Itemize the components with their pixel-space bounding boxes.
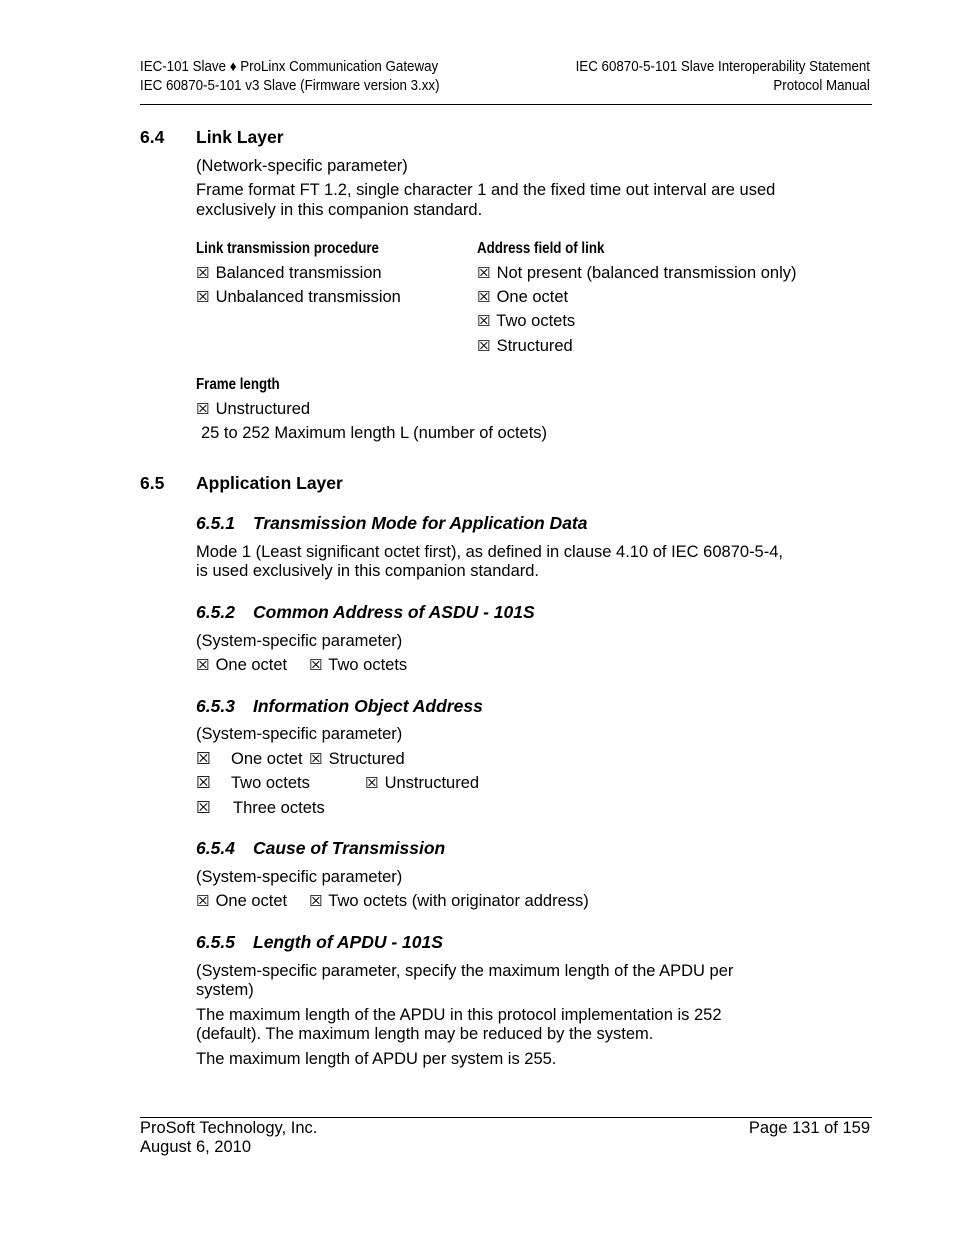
checked-box-icon: ☒ [365,775,379,792]
checkbox-item: ☒ Not present (balanced transmission only) [477,264,797,282]
checkbox-item: ☒ Structured [477,337,573,355]
param-note: (Network-specific parameter) [196,157,408,175]
paragraph-line: (System-specific parameter, specify the maximum length of the APDU per [196,962,734,980]
option-label: Two octets [231,774,310,792]
checked-box-icon: ☒ [477,265,491,282]
frame-length-note: 25 to 252 Maximum length L (number of octets) [201,424,548,442]
footer-date: August 6, 2010 [140,1138,252,1156]
subheading-frame-length: Frame length [196,376,280,393]
checkbox-item: ☒ One octet [196,892,288,910]
checked-box-icon: ☒ [309,893,323,910]
checked-box-icon: ☒ [477,338,491,355]
checkbox-item: ☒ Balanced transmission [196,264,382,282]
param-note: (System-specific parameter) [196,868,403,886]
paragraph-line: The maximum length of the APDU in this protocol implementation is 252 [196,1006,722,1024]
checkbox-item: ☒ Two octets [477,312,576,330]
checked-box-icon: ☒ [196,750,211,768]
subheading-address-field: Address field of link [477,240,605,257]
paragraph-line: Mode 1 (Least significant octet first), as defined in clause 4.10 of IEC 60870-5-4, [196,543,783,561]
subsection-title: Common Address of ASDU - 101S [253,602,535,622]
checked-box-icon: ☒ [309,751,323,768]
subheading-link-procedure: Link transmission procedure [196,240,379,257]
header-right-line2: Protocol Manual [773,78,870,94]
footer-company: ProSoft Technology, Inc. [140,1119,318,1137]
checked-box-icon: ☒ [196,657,210,674]
checkbox-item: ☒ Unbalanced transmission [196,288,401,306]
paragraph-line: The maximum length of APDU per system is 255. [196,1050,557,1068]
subsection-title: Transmission Mode for Application Data [253,513,588,533]
checked-box-icon: ☒ [309,657,323,674]
checkbox-item: ☒ Structured [309,750,405,768]
footer-rule [140,1117,872,1118]
header-right-line1: IEC 60870-5-101 Slave Interoperability Statement [575,59,870,75]
subsection-number: 6.5.5 [196,932,235,952]
subsection-number: 6.5.2 [196,602,235,622]
checkbox-item: ☒ Unstructured [196,400,311,418]
checked-box-icon: ☒ [196,401,210,418]
checked-box-icon: ☒ [477,313,491,330]
header-rule [140,104,872,105]
checkbox-item: ☒ One octet [477,288,569,306]
paragraph-line: system) [196,981,254,999]
checkbox-item: ☒ Two octets [309,656,408,674]
subsection-number: 6.5.3 [196,696,235,716]
section-title: Application Layer [196,473,343,493]
option-label: Three octets [233,799,325,817]
checked-box-icon: ☒ [196,893,210,910]
paragraph-line: exclusively in this companion standard. [196,201,483,219]
checked-box-icon: ☒ [477,289,491,306]
checked-box-icon: ☒ [196,774,211,792]
footer-page-number: Page 131 of 159 [748,1119,870,1137]
param-note: (System-specific parameter) [196,725,403,743]
param-note: (System-specific parameter) [196,632,403,650]
header-left-line2: IEC 60870-5-101 v3 Slave (Firmware version 3.xx) [140,78,440,94]
subsection-title: Information Object Address [253,696,483,716]
subsection-title: Length of APDU - 101S [253,932,443,952]
checked-box-icon: ☒ [196,799,211,817]
paragraph-line: Frame format FT 1.2, single character 1 and the fixed time out interval are used [196,181,776,199]
paragraph-line: is used exclusively in this companion standard. [196,562,540,580]
checkbox-item: ☒ Unstructured [365,774,480,792]
checked-box-icon: ☒ [196,289,210,306]
checkbox-item: ☒ One octet [196,656,288,674]
section-number: 6.4 [140,127,165,147]
header-left-line1: IEC-101 Slave ♦ ProLinx Communication Gateway [140,59,439,75]
option-label: One octet [231,750,303,768]
checked-box-icon: ☒ [196,265,210,282]
subsection-number: 6.5.1 [196,513,235,533]
subsection-number: 6.5.4 [196,838,235,858]
section-title: Link Layer [196,127,284,147]
paragraph-line: (default). The maximum length may be reduced by the system. [196,1025,654,1043]
checkbox-item: ☒ Two octets (with originator address) [309,892,589,910]
subsection-title: Cause of Transmission [253,838,446,858]
section-number: 6.5 [140,473,165,493]
